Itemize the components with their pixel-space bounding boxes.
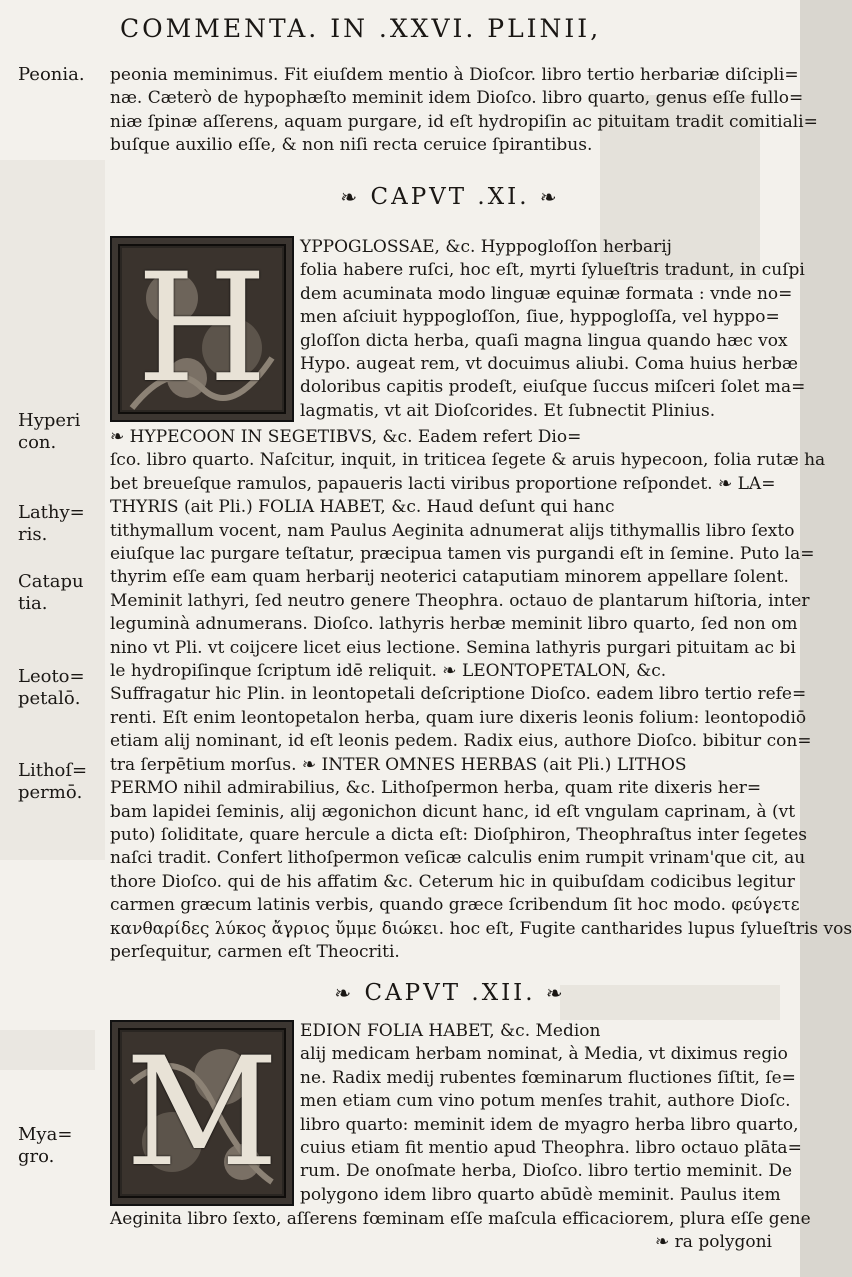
chapter-xi-body <box>110 426 852 964</box>
margin-note-line: Lithoſ= <box>18 760 88 781</box>
text-line: polygono idem libro quarto abūdè meminit. Paulus item <box>300 1184 781 1205</box>
opening-paragraph <box>110 64 818 158</box>
text-line: etiam alij nominant, id eſt leonis pedem. Radix eius, authore Dioſco. bibitur con= <box>110 731 812 752</box>
text-line: carmen græcum latinis verbis, quando græce ſcribendum ſit hoc modo. φεύγετε <box>110 895 800 916</box>
fleuron-icon: ❧ <box>539 185 560 209</box>
margin-note-myagro <box>18 1124 98 1168</box>
text-line: PERMO nihil admirabilius, &c. Lithoſpermon herba, quam rite dixeris her= <box>110 778 762 799</box>
text-line: peonia meminimus. Fit eiuſdem mentio à Dioſcor. libro tertio herbariæ diſcipli= <box>110 65 799 85</box>
text-line: doloribus capitis prodeſt, eiuſque ſuccus miſceri ſolet ma= <box>300 377 806 398</box>
margin-note-line: Lathy= <box>18 502 85 523</box>
text-line: eiuſque lac purgare teſtatur, præcipua tamen vis purgandi eſt in ſemine. Puto la= <box>110 544 815 565</box>
text-line: ne. Radix medij rubentes fœminarum fluctiones ſiſtit, ſe= <box>300 1067 796 1088</box>
chapter-title: CAPVT .XII. <box>364 980 536 1006</box>
margin-note-line: Hyperi <box>18 410 81 431</box>
text-line: YPPOGLOSSAE, &c. Hyppogloſſon herbarij <box>300 237 672 257</box>
margin-note-line: Catapu <box>18 571 84 592</box>
text-line: Hypo. augeat rem, vt docuimus aliubi. Coma huius herbæ <box>300 354 799 375</box>
margin-note-line: Leoto= <box>18 666 85 687</box>
text-line: folia habere ruſci, hoc eſt, myrti ſylueſtris tradunt, in cuſpi <box>300 260 805 281</box>
text-line: nino vt Pli. vt coijcere licet eius lectione. Semina lathyris purgari pituitam ac bi <box>110 637 796 658</box>
catchword-line: ❧ ra polygoni <box>655 1232 772 1253</box>
text-line: bam lapidei ſeminis, alij ægonichon dicunt hanc, id eſt vngulam caprinam, à (vt <box>110 801 796 822</box>
text-line: libro quarto: meminit idem de myagro herba libro quarto, <box>300 1114 799 1135</box>
text-line: THYRIS (ait Pli.) FOLIA HABET, &c. Haud deſunt qui hanc <box>110 497 615 518</box>
text-line: leguminà adnumerans. Dioſco. lathyris herbæ meminit libro quarto, ſed non om <box>110 614 798 635</box>
chapter-title: CAPVT .XI. <box>370 184 530 210</box>
margin-note-line: Mya= <box>18 1124 73 1145</box>
text-line: thyrim eſſe eam quam herbarij neoterici cataputiam minorem appellare ſolent. <box>110 567 789 588</box>
text-line: EDION FOLIA HABET, &c. Medion <box>300 1021 601 1041</box>
text-line: næ. Cæterò de hypophæſto meminit idem Dioſco. libro quarto, genus eſſe fullo= <box>110 88 804 109</box>
chapter-xii-heading <box>280 980 620 1006</box>
margin-note-line: ris. <box>18 524 48 545</box>
running-head: COMMENTA. IN .XXVI. PLINII, <box>120 14 602 43</box>
text-line: cuius etiam fit mentio apud Theophra. libro octauo plāta= <box>300 1138 802 1159</box>
text-line: rum. De onoſmate herba, Dioſco. libro tertio meminit. De <box>300 1161 793 1182</box>
text-line: Suffragatur hic Plin. in leontopetali deſcriptione Dioſco. eadem libro tertio refe= <box>110 684 807 705</box>
decorated-initial-h <box>110 236 294 422</box>
initial-letter: M <box>125 1026 279 1200</box>
margin-note-line: permō. <box>18 782 83 803</box>
text-line: Aeginita libro ſexto, aſſerens fœminam eſſe maſcula efficaciorem, plura eſſe gene <box>110 1209 811 1229</box>
margin-note-peonia <box>18 64 98 86</box>
text-line: ❧ HYPECOON IN SEGETIBVS, &c. Eadem refert Dio= <box>110 427 582 447</box>
text-line: buſque auxilio eſſe, & non niſi recta ceruice ſpirantibus. <box>110 135 593 156</box>
margin-note-cataputia <box>18 571 98 615</box>
margin-note-line: petalō. <box>18 688 81 709</box>
text-line: bet breueſque ramulos, papaueris lacti viribus proportione reſpondet. ❧ LA= <box>110 473 776 494</box>
text-line: tithymallum vocent, nam Paulus Aeginita adnumerat alijs tithymallis libro ſexto <box>110 520 795 541</box>
margin-note-lithospermon <box>18 760 98 804</box>
fleuron-icon: ❧ <box>340 185 361 209</box>
margin-note-line: tia. <box>18 593 48 614</box>
text-line: niæ ſpinæ aſſerens, aquam purgare, id eſt hydropiſin ac pituitam tradit comitiali= <box>110 111 818 132</box>
text-line: men aſciuit hyppogloſſon, ſiue, hyppogloſſa, vel hyppo= <box>300 307 780 328</box>
text-line: perſequitur, carmen eſt Theocriti. <box>110 941 400 962</box>
text-line: puto) ſoliditate, quare hercule a dicta eſt: Dioſphiron, Theophraſtus inter ſegetes <box>110 824 808 845</box>
margin-note-lathyris <box>18 502 98 546</box>
chapter-xii-intro <box>300 1020 802 1207</box>
margin-note-line: gro. <box>18 1146 55 1167</box>
text-line: gloſſon dicta herba, quaſi magna lingua quando hæc vox <box>300 330 788 351</box>
margin-note-leontopetalon <box>18 666 98 710</box>
text-line: tra ſerpētium morſus. ❧ INTER OMNES HERBAS (ait Pli.) LITHOS <box>110 754 687 775</box>
text-line: naſci tradit. Confert lithoſpermon veſicæ calculis enim rumpit vrinam'que cit, au <box>110 848 806 869</box>
text-line: men etiam cum vino potum menſes trahit, authore Dioſc. <box>300 1091 791 1112</box>
text-line: renti. Eſt enim leontopetalon herba, quam iure dixeris leonis folium: leontopodiō <box>110 707 807 728</box>
margin-note-line: con. <box>18 432 57 453</box>
text-line: Meminit lathyri, ſed neutro genere Theophra. octauo de plantarum hiſtoria, inter <box>110 590 810 611</box>
initial-letter: H <box>136 242 268 416</box>
text-line: κανθαρίδες λύκος ἄγριος ὔμμε διώκει. hoc eſt, Fugite cantharides lupus ſylueſtris vos <box>110 918 852 939</box>
chapter-xii-body <box>110 1208 811 1255</box>
text-line: dem acuminata modo linguæ equinæ formata : vnde no= <box>300 283 793 304</box>
chapter-xi-intro <box>300 236 806 423</box>
margin-note-hypericon <box>18 410 98 454</box>
decorated-initial-m <box>110 1020 294 1206</box>
text-line: le hydropiſinque ſcriptum idē reliquit. ❧ LEONTOPETALON, &c. <box>110 661 667 682</box>
text-line: ſco. libro quarto. Naſcitur, inquit, in triticea ſegete & aruis hypecoon, folia rutæ ha <box>110 450 826 471</box>
text-line: alij medicam herbam nominat, à Media, vt diximus regio <box>300 1044 788 1065</box>
fleuron-icon: ❧ <box>545 981 566 1005</box>
margin-note-line: Peonia. <box>18 64 85 85</box>
chapter-xi-heading <box>280 184 620 210</box>
text-line: lagmatis, vt ait Dioſcorides. Et ſubnectit Plinius. <box>300 400 716 421</box>
fleuron-icon: ❧ <box>334 981 355 1005</box>
text-line: thore Dioſco. qui de his affatim &c. Ceterum hic in quibuſdam codicibus legitur <box>110 871 795 892</box>
